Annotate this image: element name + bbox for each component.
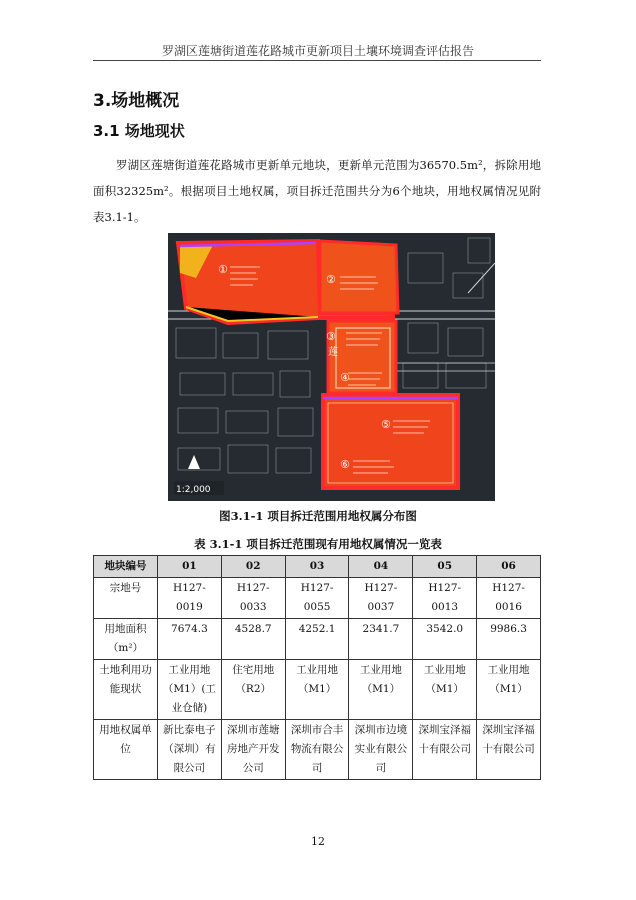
table-cell: 4252.1	[285, 619, 349, 660]
table-header-cell: 02	[221, 556, 285, 578]
table-cell: 住宅用地（R2）	[221, 660, 285, 720]
table-header-cell: 06	[477, 556, 541, 578]
table-cell: 7674.3	[158, 619, 222, 660]
table-cell: 新比泰电子（深圳）有限公司	[158, 720, 222, 780]
parcel-number-1: ①	[218, 263, 228, 276]
table-cell: H127-0016	[477, 578, 541, 619]
table-cell: 工业用地（M1）	[477, 660, 541, 720]
table-row	[94, 720, 541, 780]
body-paragraph: 罗湖区莲塘街道莲花路城市更新单元地块，更新单元范围为36570.5m²，拆除用地面积32325m²。根据项目土地权属，项目拆迁范围共分为6个地块，用地权属情况见附表3.1-1。	[93, 158, 541, 224]
header-rule	[93, 60, 541, 61]
table-cell: 工业用地（M1）	[285, 660, 349, 720]
table-cell: H127-0055	[285, 578, 349, 619]
table-cell: 9986.3	[477, 619, 541, 660]
parcel-number-6: ⑥	[340, 458, 350, 471]
parcel-number-3: ③	[326, 330, 336, 343]
table-cell: 深圳市合丰物流有限公司	[285, 720, 349, 780]
row-label: 用地权属单位	[94, 720, 158, 780]
table-header-cell: 03	[285, 556, 349, 578]
parcel-map-figure	[168, 233, 495, 501]
section-heading: 3.场地概况	[93, 91, 180, 111]
table-cell: 4528.7	[221, 619, 285, 660]
scale-text: 1:2,000	[176, 485, 211, 495]
table-row	[94, 578, 541, 619]
row-label: 用地面积（m²）	[94, 619, 158, 660]
parcel-number-4: ④	[340, 371, 350, 384]
table-header-row	[94, 556, 541, 578]
table-cell: 工业用地（M1）(工业仓储)	[158, 660, 222, 720]
table-row	[94, 660, 541, 720]
table-header-cell: 地块编号	[94, 556, 158, 578]
figure-caption: 图3.1-1 项目拆迁范围用地权属分布图	[219, 509, 417, 523]
table-cell: H127-0019	[158, 578, 222, 619]
parcel-number-5: ⑤	[381, 418, 391, 431]
table-cell: H127-0033	[221, 578, 285, 619]
table-cell: 深圳市边境实业有限公司	[349, 720, 413, 780]
land-ownership-table	[93, 555, 541, 780]
table-cell: 深圳宝泽福十有限公司	[413, 720, 477, 780]
table-cell: H127-0037	[349, 578, 413, 619]
table-cell: 3542.0	[413, 619, 477, 660]
table-cell: 工业用地（M1）	[349, 660, 413, 720]
subsection-heading: 3.1 场地现状	[93, 122, 185, 140]
row-label: 宗地号	[94, 578, 158, 619]
table-cell: 工业用地（M1）	[413, 660, 477, 720]
table-cell: 深圳宝泽福十有限公司	[477, 720, 541, 780]
table-header-cell: 04	[349, 556, 413, 578]
table-cell: H127-0013	[413, 578, 477, 619]
parcel-map	[168, 233, 495, 501]
table-header-cell: 01	[158, 556, 222, 578]
road-label: 莲	[328, 347, 338, 358]
table-caption: 表 3.1-1 项目拆迁范围现有用地权属情况一览表	[194, 537, 442, 551]
parcel-number-2: ②	[326, 273, 336, 286]
table-cell: 深圳市莲塘房地产开发公司	[221, 720, 285, 780]
table-row	[94, 619, 541, 660]
table-cell: 2341.7	[349, 619, 413, 660]
page-number: 12	[311, 835, 325, 848]
row-label: 土地利用功能现状	[94, 660, 158, 720]
table-header-cell: 05	[413, 556, 477, 578]
running-header: 罗湖区莲塘街道莲花路城市更新项目土壤环境调查评估报告	[161, 44, 474, 58]
